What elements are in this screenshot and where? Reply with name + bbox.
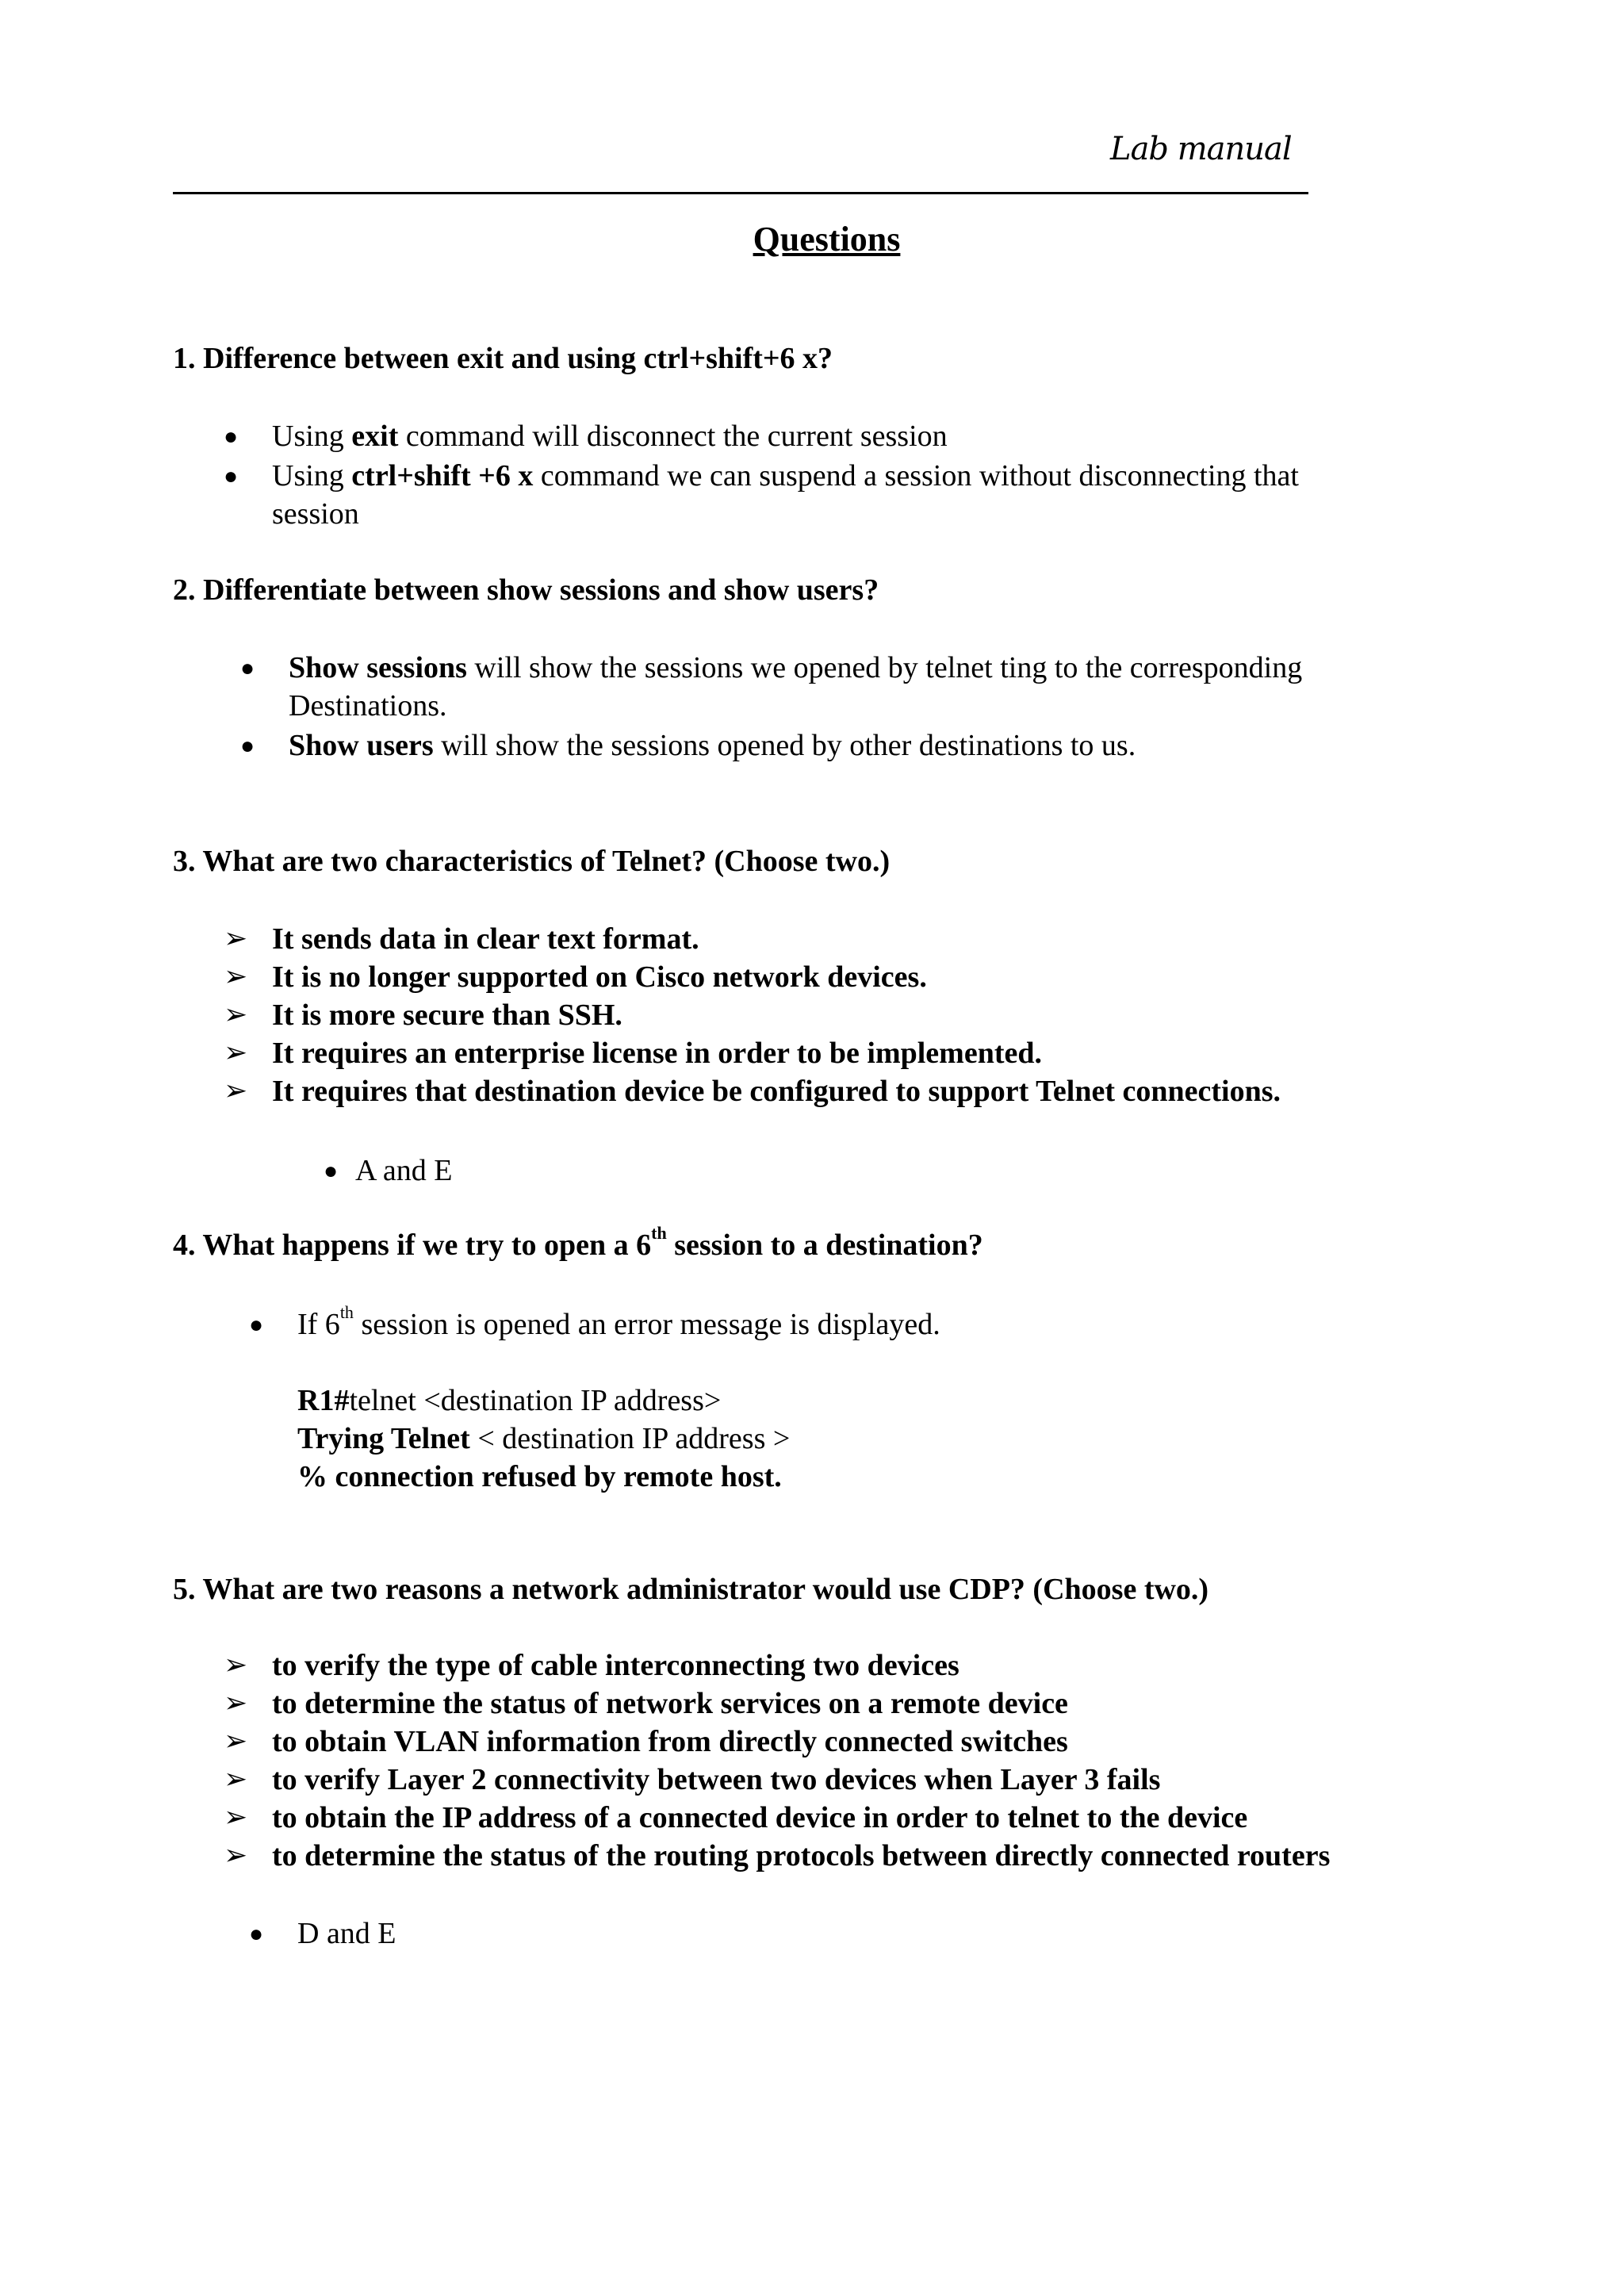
q3-answer: A and E: [355, 1154, 453, 1187]
q3-option: It is more secure than SSH.: [272, 999, 622, 1032]
bullet-icon: ●: [240, 655, 255, 681]
q2-answer-2: Show users will show the sessions opened by other destinations to us.: [289, 729, 1136, 762]
q5-answer: D and E: [297, 1917, 396, 1950]
q5-option: to determine the status of the routing protocols between directly connected routers: [272, 1839, 1331, 1872]
arrow-bullet-icon: ➢: [224, 999, 248, 1030]
arrow-bullet-icon: ➢: [224, 1763, 248, 1795]
q2-answer-1-cont: Destinations.: [289, 689, 447, 723]
header-label: Lab manual: [1110, 131, 1292, 167]
q3-option: It requires that destination device be configured to support Telnet connections.: [272, 1075, 1281, 1108]
question-5: 5. What are two reasons a network administrator would use CDP? (Choose two.): [173, 1573, 1209, 1606]
arrow-bullet-icon: ➢: [224, 1037, 248, 1068]
q5-option: to determine the status of network services on a remote device: [272, 1687, 1068, 1720]
question-3: 3. What are two characteristics of Telnet? (Choose two.): [173, 845, 891, 878]
bullet-icon: ●: [324, 1158, 339, 1184]
question-1: 1. Difference between exit and using ctrl+shift+6 x?: [173, 342, 833, 375]
q4-command-2: Trying Telnet < destination IP address >: [297, 1422, 791, 1455]
q5-option: to obtain VLAN information from directly connected switches: [272, 1725, 1068, 1758]
arrow-bullet-icon: ➢: [224, 1839, 248, 1871]
question-2: 2. Differentiate between show sessions and show users?: [173, 573, 879, 607]
question-4: 4. What happens if we try to open a 6th session to a destination?: [173, 1223, 983, 1262]
q1-answer-2: Using ctrl+shift +6 x command we can suspend a session without disconnecting that: [272, 459, 1299, 493]
q5-option: to obtain the IP address of a connected device in order to telnet to the device: [272, 1801, 1248, 1834]
q3-option: It sends data in clear text format.: [272, 922, 699, 956]
bullet-icon: ●: [249, 1921, 264, 1947]
arrow-bullet-icon: ➢: [224, 922, 248, 954]
q3-option: It requires an enterprise license in order to be implemented.: [272, 1037, 1042, 1070]
q5-option: to verify the type of cable interconnecting two devices: [272, 1649, 959, 1682]
header-rule: [173, 192, 1308, 194]
q1-answer-2-cont: session: [272, 497, 359, 531]
arrow-bullet-icon: ➢: [224, 960, 248, 992]
arrow-bullet-icon: ➢: [224, 1687, 248, 1719]
bullet-icon: ●: [224, 424, 239, 450]
q1-answer-1: Using exit command will disconnect the current session: [272, 420, 948, 453]
q2-answer-1: Show sessions will show the sessions we opened by telnet ting to the corresponding: [289, 651, 1303, 684]
q3-option: It is no longer supported on Cisco network devices.: [272, 960, 927, 994]
bullet-icon: ●: [249, 1312, 264, 1338]
arrow-bullet-icon: ➢: [224, 1075, 248, 1106]
q4-command-3: % connection refused by remote host.: [297, 1460, 782, 1493]
q5-option: to verify Layer 2 connectivity between two devices when Layer 3 fails: [272, 1763, 1161, 1796]
bullet-icon: ●: [224, 463, 239, 489]
arrow-bullet-icon: ➢: [224, 1725, 248, 1757]
q4-answer: If 6th session is opened an error message is displayed.: [297, 1302, 940, 1341]
q4-command-1: R1#telnet <destination IP address>: [297, 1384, 722, 1417]
arrow-bullet-icon: ➢: [224, 1801, 248, 1833]
arrow-bullet-icon: ➢: [224, 1649, 248, 1681]
bullet-icon: ●: [240, 733, 255, 759]
page-title: Questions: [753, 220, 901, 259]
